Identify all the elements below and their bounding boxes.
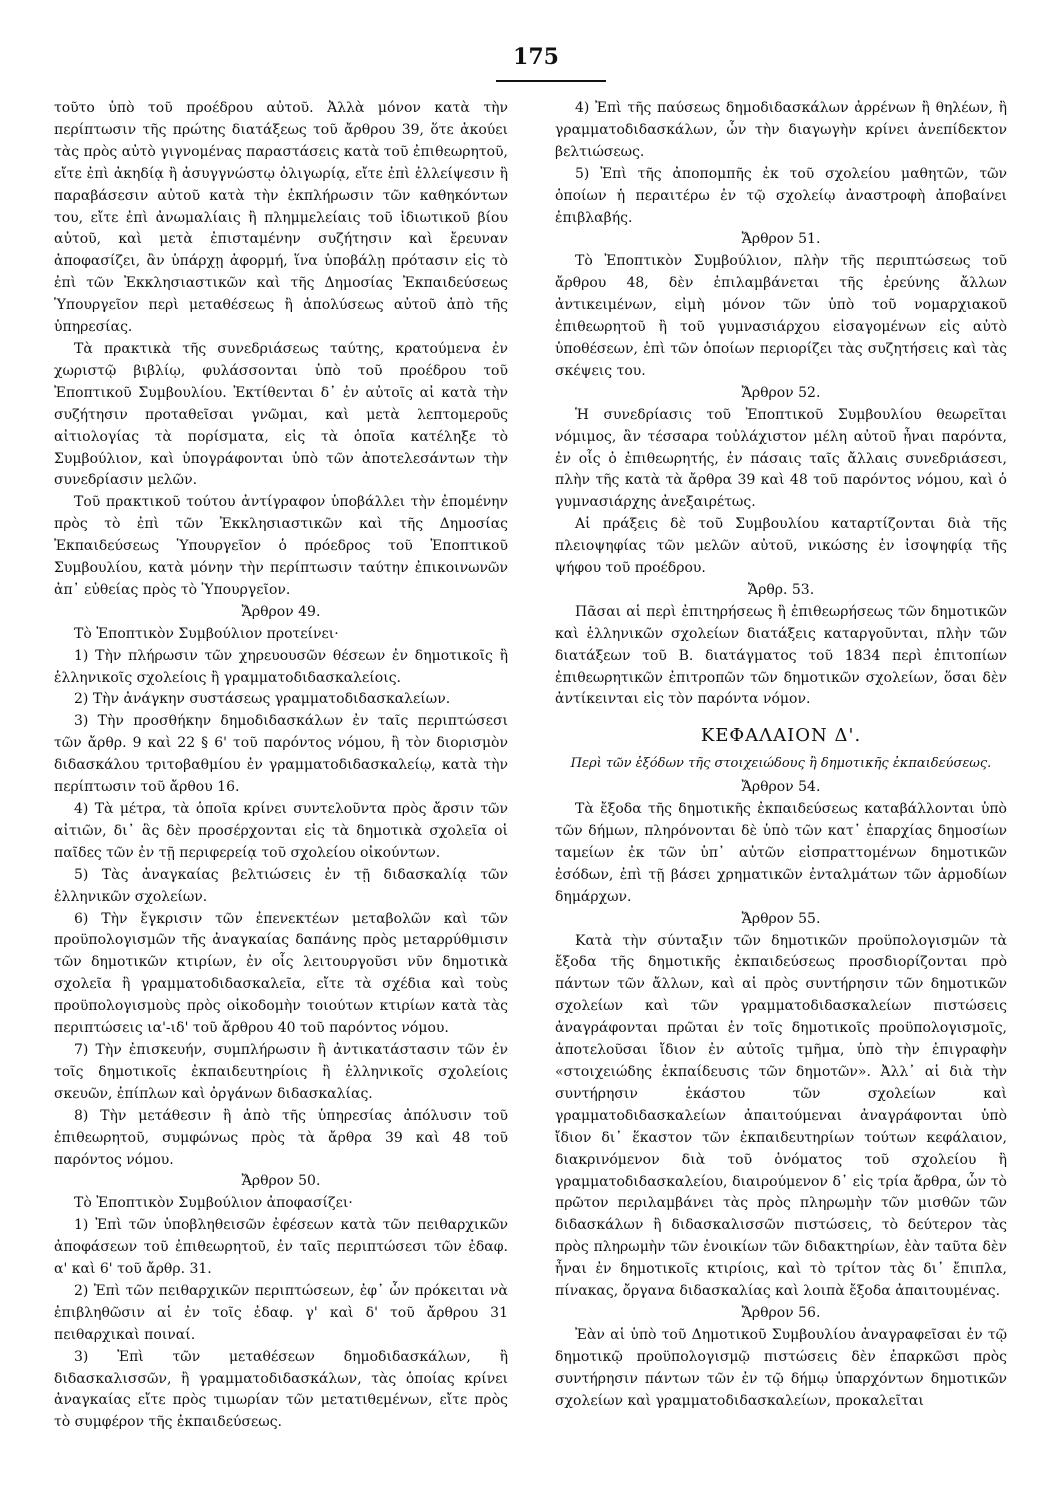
article-50-item-1: 1) Ἐπὶ τῶν ὑποβληθεισῶν ἐφέσεων κατὰ τῶν πειθαρχικῶν ἀποφάσεων τοῦ ἐπιθεωρητοῦ, ἐν ταῖς περιπτώσεσι τῶν ἐδαφ. α' καὶ 6' τοῦ ἄρθρ. 31. (54, 1217, 508, 1278)
article-50-heading: Ἄρθρον 50. (241, 1173, 321, 1190)
article-53-heading: Ἄρθρ. 53. (747, 581, 815, 598)
chapter-title: ΚΕΦΑΛΑΙΟΝ Δ'. (700, 725, 862, 747)
article-56-heading: Ἄρθρον 56. (741, 1304, 821, 1321)
article-49-item-3: 3) Τὴν προσθήκην δημοδιδασκάλων ἐν ταῖς περιπτώσεσι τῶν ἄρθρ. 9 καὶ 22 § 6' τοῦ παρόντος νόμου, ἢ τὸν διορισμὸν διδασκάλου τριτοβαθμίου ἐν γραμματοδιδασκαλείῳ, κατὰ τὴν περίπτωσιν τοῦ ἄρθου 16. (54, 713, 508, 796)
article-52-text-1: Ἡ συνεδρίασις τοῦ Ἐποπτικοῦ Συμβουλίου θεωρεῖται νόμιμος, ἂν τέσσαρα τοὐλάχιστον μέλη αὐτοῦ ἦναι παρόντα, ἐν οἷς ὁ ἐπιθεωρητής, ἐν πάσαις ταῖς ἄλλαις συνεδριάσεσι, πλὴν τῆς κατὰ τὰ ἄρθρα 39 καὶ 48 τοῦ παρόντος νόμου, καὶ ὁ γυμνασιάρχης ἀνεξαιρέτως. (555, 406, 1007, 511)
page-number: 175 (513, 44, 559, 70)
article-49-item-4: 4) Τὰ μέτρα, τὰ ὁποῖα κρίνει συντελοῦντα πρὸς ἄρσιν τῶν αἰτιῶν, δι᾽ ἃς δὲν προσέρχονται εἰς τὰ δημοτικὰ σχολεῖα οἱ παῖδες τῶν ἐν τῇ περιφερείᾳ τοῦ σχολείου οἰκούντων. (54, 801, 508, 861)
article-49-heading: Ἄρθρον 49. (241, 603, 321, 620)
left-paragraph-1: τοῦτο ὑπὸ τοῦ προέδρου αὐτοῦ. Ἀλλὰ μόνον κατὰ τὴν περίπτωσιν τῆς πρώτης διατάξεως τοῦ ἄρθρου 39, ὅτε ἀκούει τὰς πρὸς αὐτὸ γιγνομένας παραστάσεις κατὰ τοῦ ἐπιθεωρητοῦ, εἴτε ἐπὶ ἀκηδίᾳ ἢ ἀσυγγνώστῳ ὀλιγωρίᾳ, εἴτε ἐπὶ ἐλλείψεσιν ἢ παραβάσεσιν αὐτοῦ κατὰ τὴν ἐκπλήρωσιν τῶν καθηκόντων του, εἴτε ἐπὶ ἀνωμαλίαις ἢ πλημμελείαις τοῦ ἰδιωτικοῦ βίου αὐτοῦ, καὶ μετὰ ἐπισταμένην συζήτησιν καὶ ἔρευναν ἀποφασίζει, ἂν ὑπάρχῃ ἀφορμή, ἵνα ὑποβάλῃ πρότασιν εἰς τὸ ἐπὶ τῶν Ἐκκλησιαστικῶν καὶ τῆς Δημοσίας Ἐκπαιδεύσεως Ὑπουργεῖον περὶ μεταθέσεως ἢ ἀπολύσεως αὐτοῦ ἀπὸ τῆς ὑπηρεσίας. (54, 100, 508, 336)
article-53-text: Πᾶσαι αἱ περὶ ἐπιτηρήσεως ἢ ἐπιθεωρήσεως τῶν δημοτικῶν καὶ ἑλληνικῶν σχολείων διατάξεις καταργοῦνται, πλὴν τῶν διατάξεων τοῦ Β. διατάγματος τοῦ 1834 περὶ ἐπιτοπίων ἐπιθεωρητικῶν ἐπιτροπῶν τῶν δημοτικῶν σχολείων, ὅσαι δὲν ἀντίκεινται εἰς τὸν παρόντα νόμον. (555, 603, 1007, 708)
article-51-text: Τὸ Ἐποπτικὸν Συμβούλιον, πλὴν τῆς περιπτώσεως τοῦ ἄρθρου 48, δὲν ἐπιλαμβάνεται τῆς ἐρεύνης ἄλλων ἀντικειμένων, εἰμὴ μόνον τῶν ὑπὸ τοῦ νομαρχιακοῦ ἐπιθεωρητοῦ ἢ τοῦ γυμνασιάρχου εἰσαγομένων εἰς αὐτὸ ὑποθέσεων, ἐπὶ τῶν ὁποίων περιορίζει τὰς συζητήσεις καὶ τὰς σκέψεις του. (555, 253, 1007, 379)
article-50-item-4: 4) Ἐπὶ τῆς παύσεως δημοδιδασκάλων ἀρρένων ἢ θηλέων, ἢ γραμματοδιδασκάλων, ὧν τὴν διαγωγὴν κρίνει ἀνεπίδεκτον βελτιώσεως. (555, 100, 1007, 160)
article-55-text: Κατὰ τὴν σύνταξιν τῶν δημοτικῶν προϋπολογισμῶν τὰ ἔξοδα τῆς δημοτικῆς ἐκπαιδεύσεως προσδιορίζονται πρὸ πάντων τῶν ἄλλων, καὶ αἱ πρὸς συντήρησιν τῶν δημοτικῶν σχολείων καὶ τῶν γραμματοδιδασκαλείων πιστώσεις ἀναγράφονται πρῶται ἐν τοῖς δημοτικοῖς προϋπολογισμοῖς, ἀποτελοῦσαι ἴδιον ἐν αὐτοῖς τμῆμα, ὑπὸ τὴν ἐπιγραφὴν «στοιχειώδης ἐκπαίδευσις τῶν δημοτῶν». Ἀλλ᾽ αἱ διὰ τὴν συντήρησιν ἑκάστου τῶν σχολείων καὶ γραμματοδιδασκαλείων ἀπαιτούμεναι ἀναγράφονται ὑπὸ ἴδιον δι᾽ ἕκαστον τῶν ἐκπαιδευτηρίων τούτων κεφάλαιον, διακρινόμενον διὰ τοῦ ὀνόματος τοῦ σχολείου ἢ γραμματοδιδασκαλείου, διαιρούμενον δ᾽ εἰς τρία ἄρθρα, ὧν τὸ πρῶτον περιλαμβάνει τὰς πρὸς πληρωμὴν τῶν μισθῶν τῶν διδασκάλων ἢ διδασκαλισσῶν πιστώσεις, τὸ δεύτερον τὰς πρὸς πληρωμὴν τῶν ἐνοικίων τῶν διδακτηρίων, ἐὰν ταῦτα δὲν ἦναι ἐν δημοτικοῖς κτιρίοις, καὶ τὸ τρίτον τὰς δι᾽ ἔπιπλα, πίνακας, ὄργανα διδασκαλίας καὶ λοιπὰ ἔξοδα ἀπαιτουμένας. (555, 932, 1007, 1300)
article-49-item-8: 8) Τὴν μετάθεσιν ἢ ἀπὸ τῆς ὑπηρεσίας ἀπόλυσιν τοῦ ἐπιθεωρητοῦ, συμφώνως πρὸς τὰ ἄρθρα 39 καὶ 48 τοῦ παρόντος νόμου. (54, 1107, 508, 1168)
article-54-text: Τὰ ἔξοδα τῆς δημοτικῆς ἐκπαιδεύσεως καταβάλλονται ὑπὸ τῶν δήμων, πληρόνονται δὲ ὑπὸ τῶν κατ᾽ ἐπαρχίας δημοσίων ταμείων ἐκ τῶν ὑπ᾽ αὐτῶν εἰσπραττομένων δημοτικῶν ἐσόδων, ἐπὶ τῇ βάσει χρηματικῶν ἐνταλμάτων τῶν ἁρμοδίων δημάρχων. (555, 801, 1007, 905)
article-52-text-2: Αἱ πράξεις δὲ τοῦ Συμβουλίου καταρτίζονται διὰ τῆς πλειοψηφίας τῶν μελῶν αὐτοῦ, νικώσης ἐν ἰσοψηφίᾳ τῆς ψήφου τοῦ προέδρου. (555, 516, 1007, 577)
left-paragraph-3: Τοῦ πρακτικοῦ τούτου ἀντίγραφον ὑποβάλλει τὴν ἐπομένην πρὸς τὸ ἐπὶ τῶν Ἐκκλησιαστικῶν καὶ τῆς Δημοσίας Ἐκπαιδεύσεως Ὑπουργεῖον ὁ πρόεδρος τοῦ Ἐποπτικοῦ Συμβουλίου, κατὰ μόνην τὴν περίπτωσιν ταύτην ἐπικοινωνῶν ἀπ᾽ εὐθείας πρὸς τὸ Ὑπουργεῖον. (54, 494, 508, 598)
article-50-item-2: 2) Ἐπὶ τῶν πειθαρχικῶν περιπτώσεων, ἐφ᾽ ὧν πρόκειται νὰ ἐπιβληθῶσιν αἱ ἐν τοῖς ἐδαφ. γ' καὶ δ' τοῦ ἄρθρου 31 πειθαρχικαὶ ποιναί. (54, 1282, 508, 1343)
article-49-item-6: 6) Τὴν ἔγκρισιν τῶν ἐπενεκτέων μεταβολῶν καὶ τῶν προϋπολογισμῶν τῆς ἀναγκαίας δαπάνης πρὸς μεταρρύθμισιν τῶν δημοτικῶν κτιρίων, ἐν οἷς λειτουργοῦσι νῦν δημοτικὰ σχολεῖα ἢ γραμματοδιδασκαλεῖα, εἴτε τὰ σχέδια καὶ τοὺς προϋπολογισμοὺς πρὸς οἰκοδομὴν τοιούτων κτιρίων κατὰ τὰς περιπτώσεις ια'-ιδ' τοῦ ἄρθρου 40 τοῦ παρόντος νόμου. (54, 910, 508, 1037)
article-50-intro: Τὸ Ἐποπτικὸν Συμβούλιον ἀποφασίζει· (74, 1195, 353, 1212)
article-55-heading: Ἄρθρον 55. (741, 910, 821, 927)
article-52-heading: Ἄρθρον 52. (741, 384, 821, 401)
article-50-item-5: 5) Ἐπὶ τῆς ἀποπομπῆς ἐκ τοῦ σχολείου μαθητῶν, τῶν ὁποίων ἡ περαιτέρω ἐν τῷ σχολείῳ ἀναστροφὴ ἀποβαίνει ἐπιβλαβής. (555, 165, 1007, 226)
article-56-text: Ἐὰν αἱ ὑπὸ τοῦ Δημοτικοῦ Συμβουλίου ἀναγραφεῖσαι ἐν τῷ δημοτικῷ προϋπολογισμῷ πιστώσεις δὲν ἐπαρκῶσι πρὸς συντήρησιν πάντων τῶν ἐν τῷ δήμῳ ὑπαρχόντων δημοτικῶν σχολείων καὶ γραμματοδιδασκαλείων, προκαλεῖται (555, 1326, 1007, 1409)
article-49-item-7: 7) Τὴν ἐπισκευήν, συμπλήρωσιν ἢ ἀντικατάστασιν τῶν ἐν τοῖς δημοτικοῖς ἐκπαιδευτηρίοις ἢ ἑλληνικοῖς σχολείοις σκευῶν, ἐπίπλων καὶ ὀργάνων διδασκαλίας. (54, 1041, 508, 1102)
article-49-item-5: 5) Τὰς ἀναγκαίας βελτιώσεις ἐν τῇ διδασκαλίᾳ τῶν ἑλληνικῶν σχολείων. (54, 866, 508, 905)
left-column (54, 98, 508, 1434)
right-column (555, 98, 1007, 1412)
chapter-subtitle: Περὶ τῶν ἐξόδων τῆς στοιχειώδους ἢ δημοτικῆς ἐκπαιδεύσεως. (570, 756, 992, 772)
article-49-item-1: 1) Τὴν πλήρωσιν τῶν χηρευουσῶν θέσεων ἐν δημοτικοῖς ἢ ἑλληνικοῖς σχολείοις ἢ γραμματοδιδασκαλείοις. (54, 647, 508, 686)
article-54-heading: Ἄρθρον 54. (741, 779, 821, 796)
left-paragraph-2: Τὰ πρακτικὰ τῆς συνεδριάσεως ταύτης, κρατούμενα ἐν χωριστῷ βιβλίῳ, φυλάσσονται ὑπὸ τοῦ προέδρου τοῦ Ἐποπτικοῦ Συμβουλίου. Ἐκτίθενται δ᾽ ἐν αὐτοῖς αἱ κατὰ τὴν συζήτησιν προταθεῖσαι γνῶμαι, καὶ μετὰ λεπτομεροῦς αἰτιολογίας τὰ πορίσματα, εἰς τὰ ὁποῖα κατέληξε τὸ Συμβούλιον, καὶ ὑπογράφονται ὑπὸ τῶν ἀποτελεσάντων τὴν συνεδρίασιν μελῶν. (54, 340, 508, 489)
article-51-heading: Ἄρθρον 51. (741, 231, 821, 248)
article-49-item-2: 2) Τὴν ἀνάγκην συστάσεως γραμματοδιδασκαλείων. (74, 691, 451, 708)
header-rule (496, 80, 606, 82)
article-50-item-3: 3) Ἐπὶ τῶν μεταθέσεων δημοδιδασκάλων, ἢ διδασκαλισσῶν, ἢ γραμματοδιδασκάλων, τὰς ὁποίας κρίνει ἀναγκαίας εἴτε πρὸς τιμωρίαν τῶν μετατιθεμένων, εἴτε πρὸς τὸ συμφέρον τῆς ἐκπαιδεύσεως. (54, 1348, 508, 1431)
article-49-intro: Τὸ Ἐποπτικὸν Συμβούλιον προτείνει· (74, 625, 339, 642)
